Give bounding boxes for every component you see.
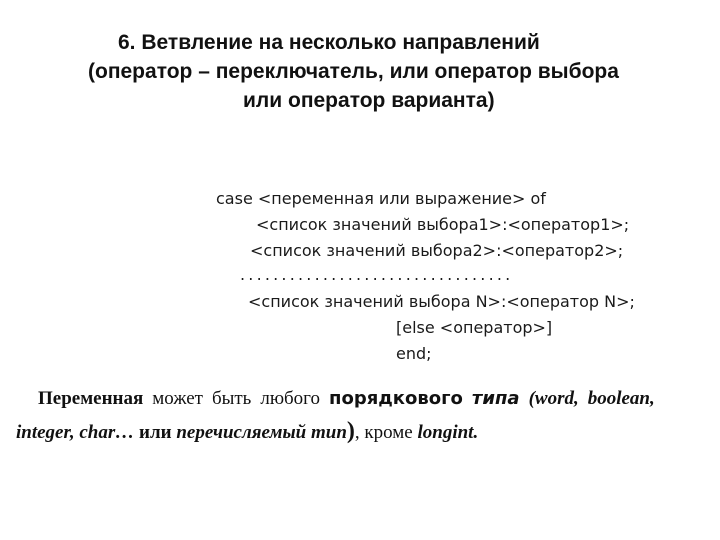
word-enum-type: перечисляемый тип [176, 422, 347, 443]
note-line-1 [38, 383, 655, 415]
word-tipa: типа [471, 388, 520, 409]
note-line-2 [16, 415, 478, 449]
word-krome: , кроме [354, 422, 413, 443]
title-line-3: или оператор варианта) [243, 89, 495, 112]
word-poryadkovogo: порядкового [329, 388, 463, 409]
code-line-case: case <переменная или выражение> of [216, 189, 546, 208]
word-byt: быть [211, 388, 252, 409]
code-line-else: [else <оператор>] [396, 318, 553, 337]
word-lyubogo: любого [260, 388, 321, 409]
code-line-end: end; [396, 344, 432, 363]
word-variable: Переменная [38, 388, 144, 409]
word-type-boolean: boolean, [587, 388, 655, 409]
code-line-ellipsis: ................................. [240, 265, 514, 284]
word-type-longint: longint. [417, 422, 479, 443]
code-line-choice-n: <список значений выбора N>:<оператор N>; [248, 292, 635, 311]
word-type-integer: integer, [16, 422, 75, 443]
title-line-1: 6. Ветвление на несколько направлений [118, 31, 540, 54]
code-line-choice-1: <список значений выбора1>:<оператор1>; [256, 215, 630, 234]
title-line-2: (оператор – переключатель, или оператор выбора [88, 60, 619, 83]
word-type-word: (word, [528, 388, 579, 409]
word-type-char: char… [79, 422, 135, 443]
closing-paren: ) [346, 418, 355, 444]
word-mozhet: может [152, 388, 203, 409]
word-ili: или [139, 422, 172, 443]
code-line-choice-2: <список значений выбора2>:<оператор2>; [250, 241, 624, 260]
